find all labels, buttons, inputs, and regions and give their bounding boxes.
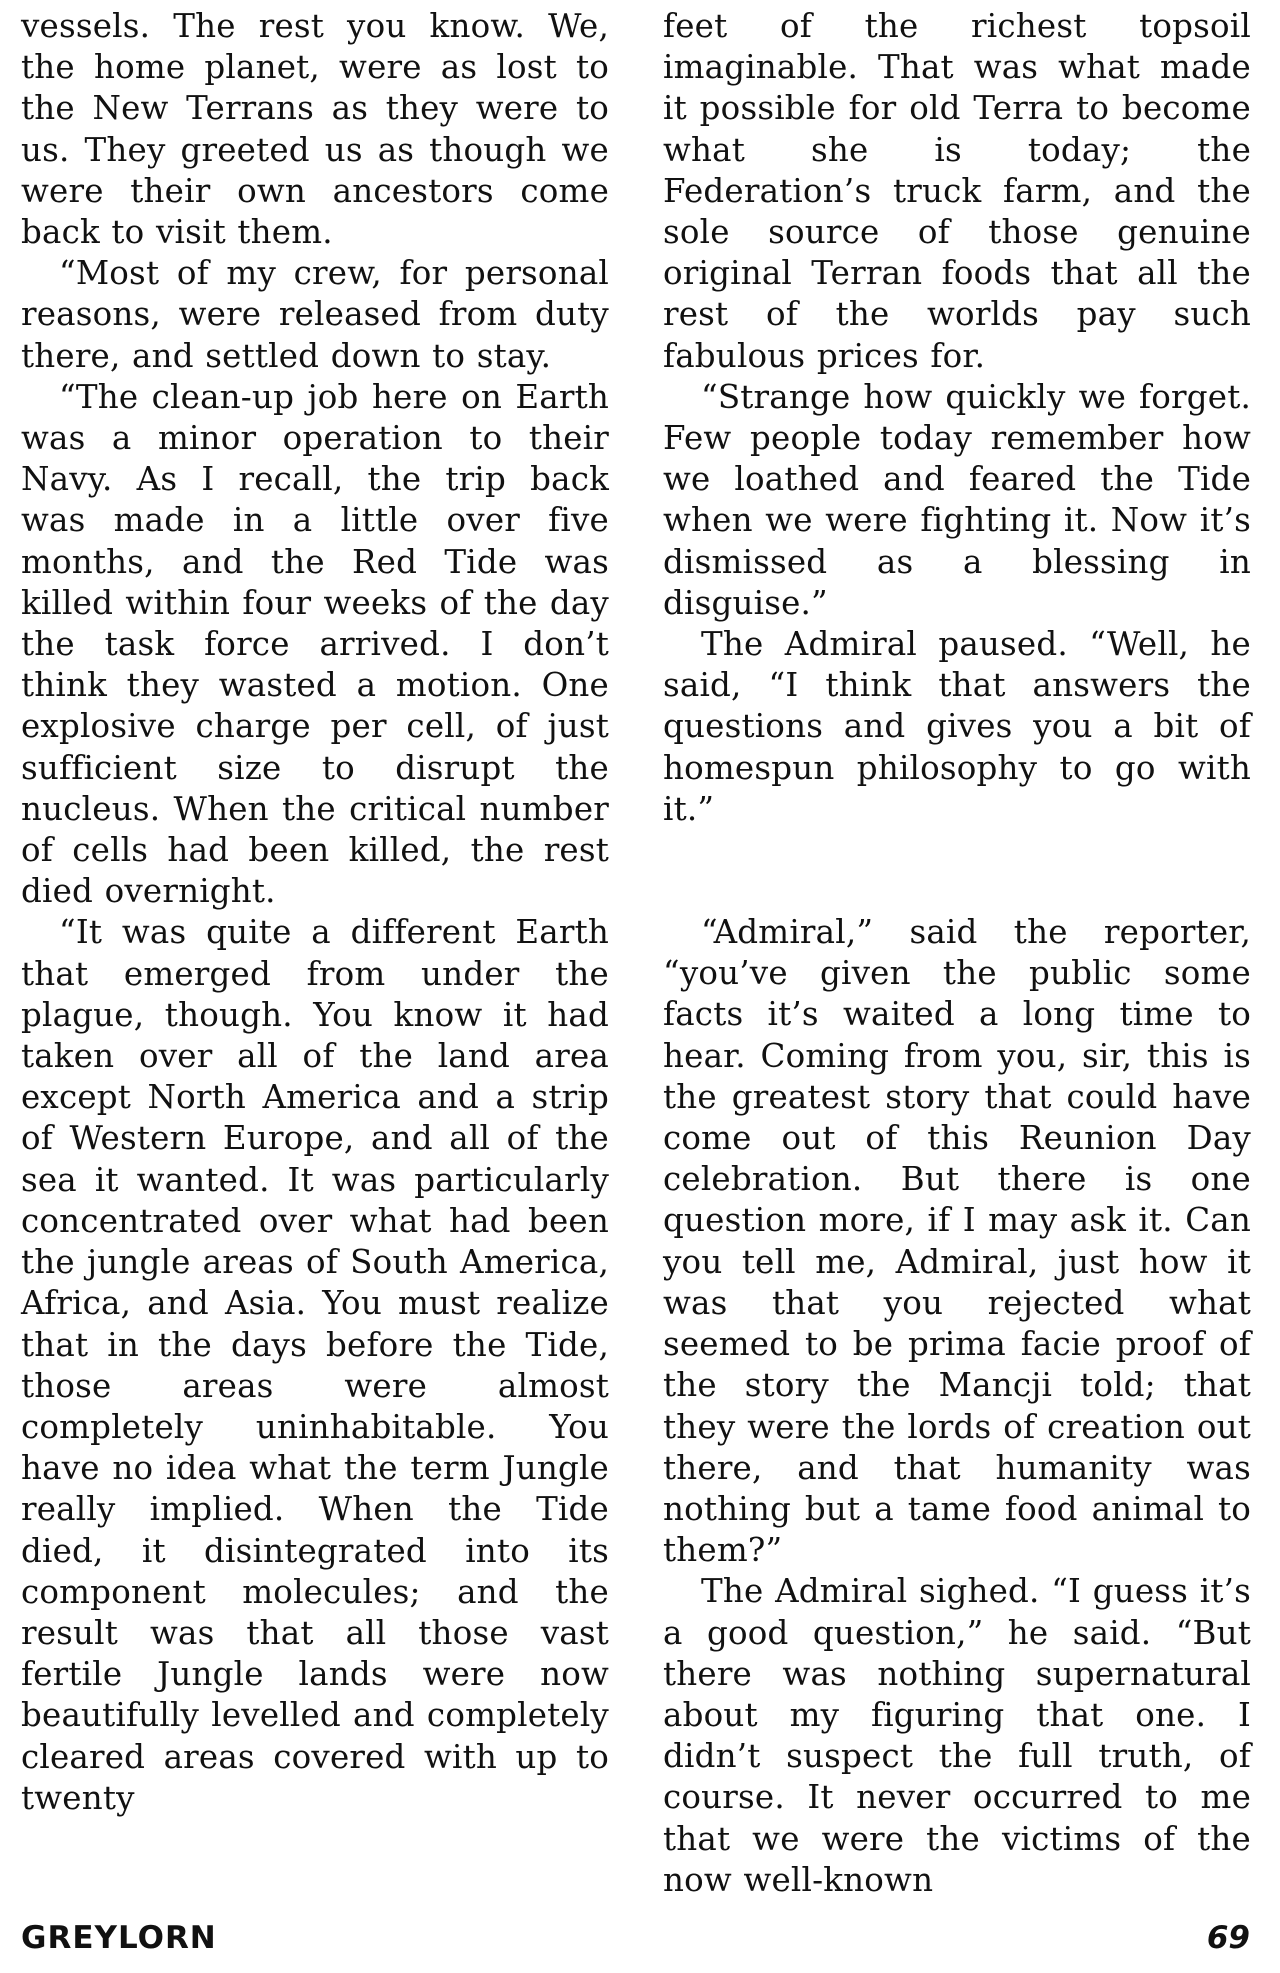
page-number: 69 <box>1206 1920 1250 1956</box>
paragraph-clean-up-job: “The clean-up job here on Earth was a minor operation to their Navy. As I recall, the trip back was made in a little over five months, and the Red Tide was killed within four weeks of the day the task force arrived. I don’t think they wasted a motion. One explosive charge per cell, of just sufficient size to disrupt the nucleus. When the critical number of cells had been killed, the rest died overnight. <box>21 377 609 911</box>
paragraph-topsoil: feet of the richest topsoil imaginable. That was what made it possible for old Terra to become what she is today; the Federation’s truck farm, and the sole source of those genuine original Terran foods that all the rest of the worlds pay such fabulous prices for. <box>663 7 1251 375</box>
left-text-column <box>21 6 609 1819</box>
paragraph-crew-released: “Most of my crew, for personal reasons, were released from duty there, and settled down to stay. <box>21 254 609 375</box>
paragraph-different-earth: “It was quite a different Earth that emerged from under the plague, though. You know it had taken over all of the land area except North America and a strip of Western Europe, and all of the sea it wanted. It was particularly concentrated over what had been the jungle areas of South America, Africa, and Asia. You must realize that in the days before the Tide, those areas were almost completely uninhabitable. You have no idea what the term Jungle really implied. When the Tide died, it disintegrated into its component molecules; and the result was that all those vast fertile Jungle lands were now beautifully levelled and completely cleared areas covered with up to twenty <box>21 913 609 1817</box>
paragraph-strange-how: “Strange how quickly we forget. Few people today remember how we loathed and feared the Tide when we were fighting it. Now it’s dismissed as a blessing in disguise.” <box>663 377 1251 622</box>
paragraph-reporter-question: “Admiral,” said the reporter, “you’ve given the public some facts it’s waited a long time to hear. Coming from you, sir, this is the greatest story that could have come out of this Reunion Day celebration. But there is one question more, if I may ask it. Can you tell me, Admiral, just how it was that you rejected what seemed to be prima facie proof of the story the Mancji told; that they were the lords of creation out there, and that humanity was nothing but a tame food animal to them?” <box>663 913 1251 1570</box>
paragraph-continuation: vessels. The rest you know. We, the home planet, were as lost to the New Terrans as they were to us. They greeted us as though we were their own ancestors come back to visit them. <box>21 7 609 252</box>
paragraph-admiral-sighed: The Admiral sighed. “I guess it’s a good question,” he said. “But there was nothing supernatural about my figuring that one. I didn’t suspect the full truth, of course. It never occurred to me that we were the victims of the now well-known <box>663 1572 1251 1899</box>
running-footer-title: GREYLORN <box>21 1920 217 1956</box>
right-text-column <box>663 6 1251 1901</box>
paragraph-admiral-paused: The Admiral paused. “Well, he said, “I think that answers the questions and gives you a bit of homespun philosophy to go with it.” <box>663 625 1251 828</box>
